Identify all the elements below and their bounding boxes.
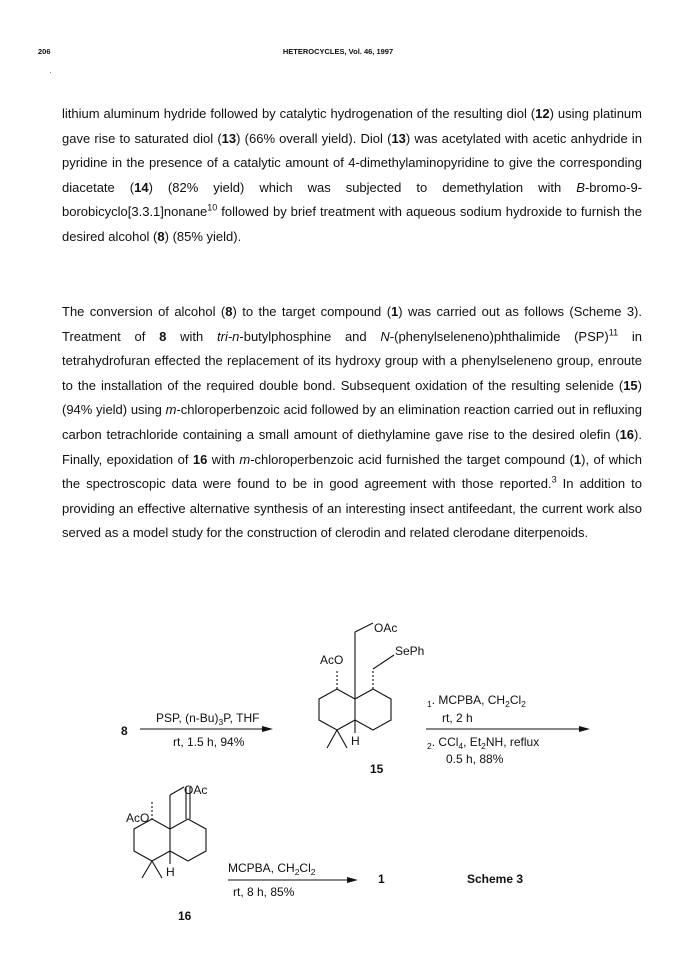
step2-line1: $_1$. MCPBA, $CH_2Cl_2$	[427, 693, 526, 709]
step1-conditions: rt, 1.5 h, 94%	[173, 735, 245, 749]
step2-line3: $_2$. CCl$_4$, $Et_2NH$, reflux	[427, 735, 540, 751]
step3-conditions: rt, 8 h, 85%	[233, 885, 295, 899]
compound-15-structure	[319, 623, 394, 748]
c15-oac: OAc	[374, 621, 398, 635]
c15-aco: AcO	[320, 653, 344, 667]
scheme-title: Scheme 3	[467, 872, 524, 886]
arrow-head-3	[347, 877, 358, 883]
arrow-head-2	[579, 726, 590, 732]
compound-15-label: 15	[370, 762, 384, 776]
step2-line4: 0.5 h, 88%	[446, 752, 504, 766]
c16-oac: OAc	[184, 783, 208, 797]
c16-aco: AcO	[126, 811, 150, 825]
c15-seph: SePh	[395, 644, 425, 658]
product-label: 1	[378, 872, 385, 886]
compound-16-label: 16	[178, 909, 192, 923]
step2-line2: rt, 2 h	[442, 711, 473, 725]
page-number: 206	[38, 47, 51, 56]
running-head: HETEROCYCLES, Vol. 46, 1997	[282, 47, 394, 56]
step1-reagents: PSP, $(n-Bu)_3P$, THF	[156, 711, 260, 727]
step3-reagents: MCPBA, $CH_2Cl_2$	[228, 861, 316, 877]
start-compound-label: 8	[121, 724, 128, 738]
paragraph-1: lithium aluminum hydride followed by catalytic hydrogenation of the resulting diol (12) using platinum gave rise to saturated diol (13) (66% overall yield). Diol (13) was acetylated with acetic anhydride in pyridine in the presence of a catalytic amount of 4-dimethylaminopyridine to give the corresponding diacetate (14) (82% yield) which was subjected to demethylation with B-bromo-9-borobicyclo[3.3.1]nonane$^{10}$ followed by brief treatment with aqueous sodium hydroxide to furnish the desired alcohol (8) (85% yield).	[62, 106, 643, 244]
c15-h: H	[351, 734, 360, 748]
paragraph-2: The conversion of alcohol (8) to the target compound (1) was carried out as follows (Scheme 3). Treatment of 8 with tri-n-butylphosphine and N-(phenylseleneno)phthalimide (PSP)$^{11}$ in tetrahydrofuran effected the replacement of its hydroxy group with a phenylseleneno group, enroute to the installation of the required double bond. Subsequent oxidation of the resulting selenide (15) (94% yield) using m-chloroperbenzoic acid followed by an elimination reaction carried out in refluxing carbon tetrachloride containing a small amount of diethylamine gave rise to the desired olefin (16). Finally, epoxidation of 16 with m-chloroperbenzoic acid furnished the target compound (1), of which the spectroscopic data were found to be in good agreement with those reported.$^3$ In addition to providing an effective alternative synthesis of an interesting insect antifeedant, the current work also served as a model study for the construction of clerodin and related clerodane diterpenoids.	[62, 304, 643, 541]
arrow-head-1	[262, 726, 273, 732]
c16-h: H	[166, 865, 175, 879]
